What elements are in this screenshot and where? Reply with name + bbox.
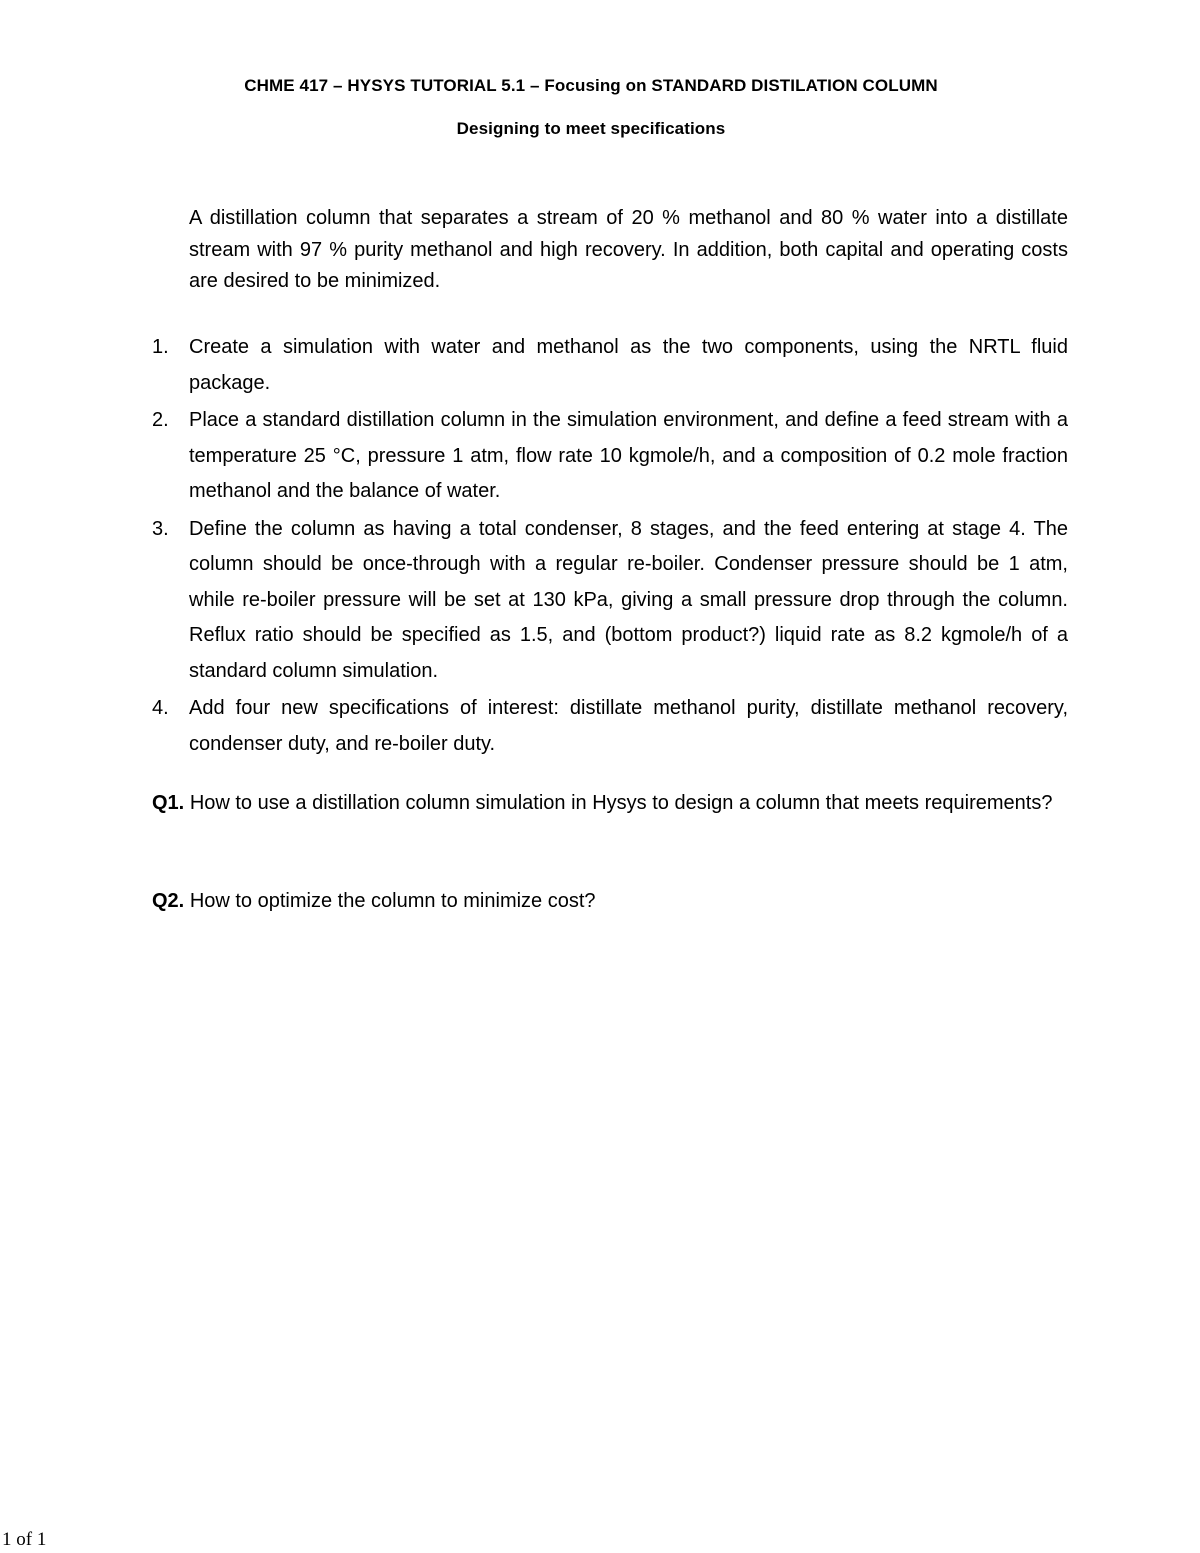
step-number: 3. [152,517,169,540]
steps-list [152,330,1068,764]
question-label: Q2. [152,890,185,912]
list-item [152,691,1068,762]
question-2 [152,884,1068,919]
step-number: 2. [152,409,169,431]
question-label: Q1. [152,792,185,814]
list-item [152,403,1068,510]
question-1 [152,786,1068,821]
step-number: 1. [152,336,169,358]
step-text: Create a simulation with water and methanol as the two components, using the NRTL fluid package. [189,336,1068,394]
step-text: Add four new specifications of interest: distillate methanol purity, distillate methanol recovery, condenser duty, and re-boiler duty. [189,697,1068,755]
document-title: CHME 417 – HYSYS TUTORIAL 5.1 – Focusing on STANDARD DISTILATION COLUMN [244,76,938,95]
question-text: How to optimize the column to minimize cost? [189,890,596,912]
step-text: Define the column as having a total condenser, 8 stages, and the feed entering at stage 4. The column should be once-through with a regular re-boiler. Condenser pressure should be 1 atm, while re-boiler pressure will be set at 130 kPa, giving a small pressure drop through the column. Reflux ratio should be specified as 1.5, and (bottom product?) liquid rate as 8.2 kgmole/h of a standard column simulation. [189,517,1068,682]
intro-paragraph: A distillation column that separates a stream of 20 % methanol and 80 % water into a distillate stream with 97 % purity methanol and high recovery. In addition, both capital and operating costs are desired to be minimized. [189,207,1068,292]
page-indicator: 1 of 1 [2,1529,47,1550]
question-text: How to use a distillation column simulation in Hysys to design a column that meets requirements? [189,792,1053,814]
step-text: Place a standard distillation column in the simulation environment, and define a feed stream with a temperature 25 °C, pressure 1 atm, flow rate 10 kgmole/h, and a composition of 0.2 mole fraction methanol and the balance of water. [189,409,1068,502]
document-subtitle: Designing to meet specifications [456,119,726,138]
step-number: 4. [152,697,169,719]
list-item [152,512,1068,690]
list-item [152,330,1068,401]
